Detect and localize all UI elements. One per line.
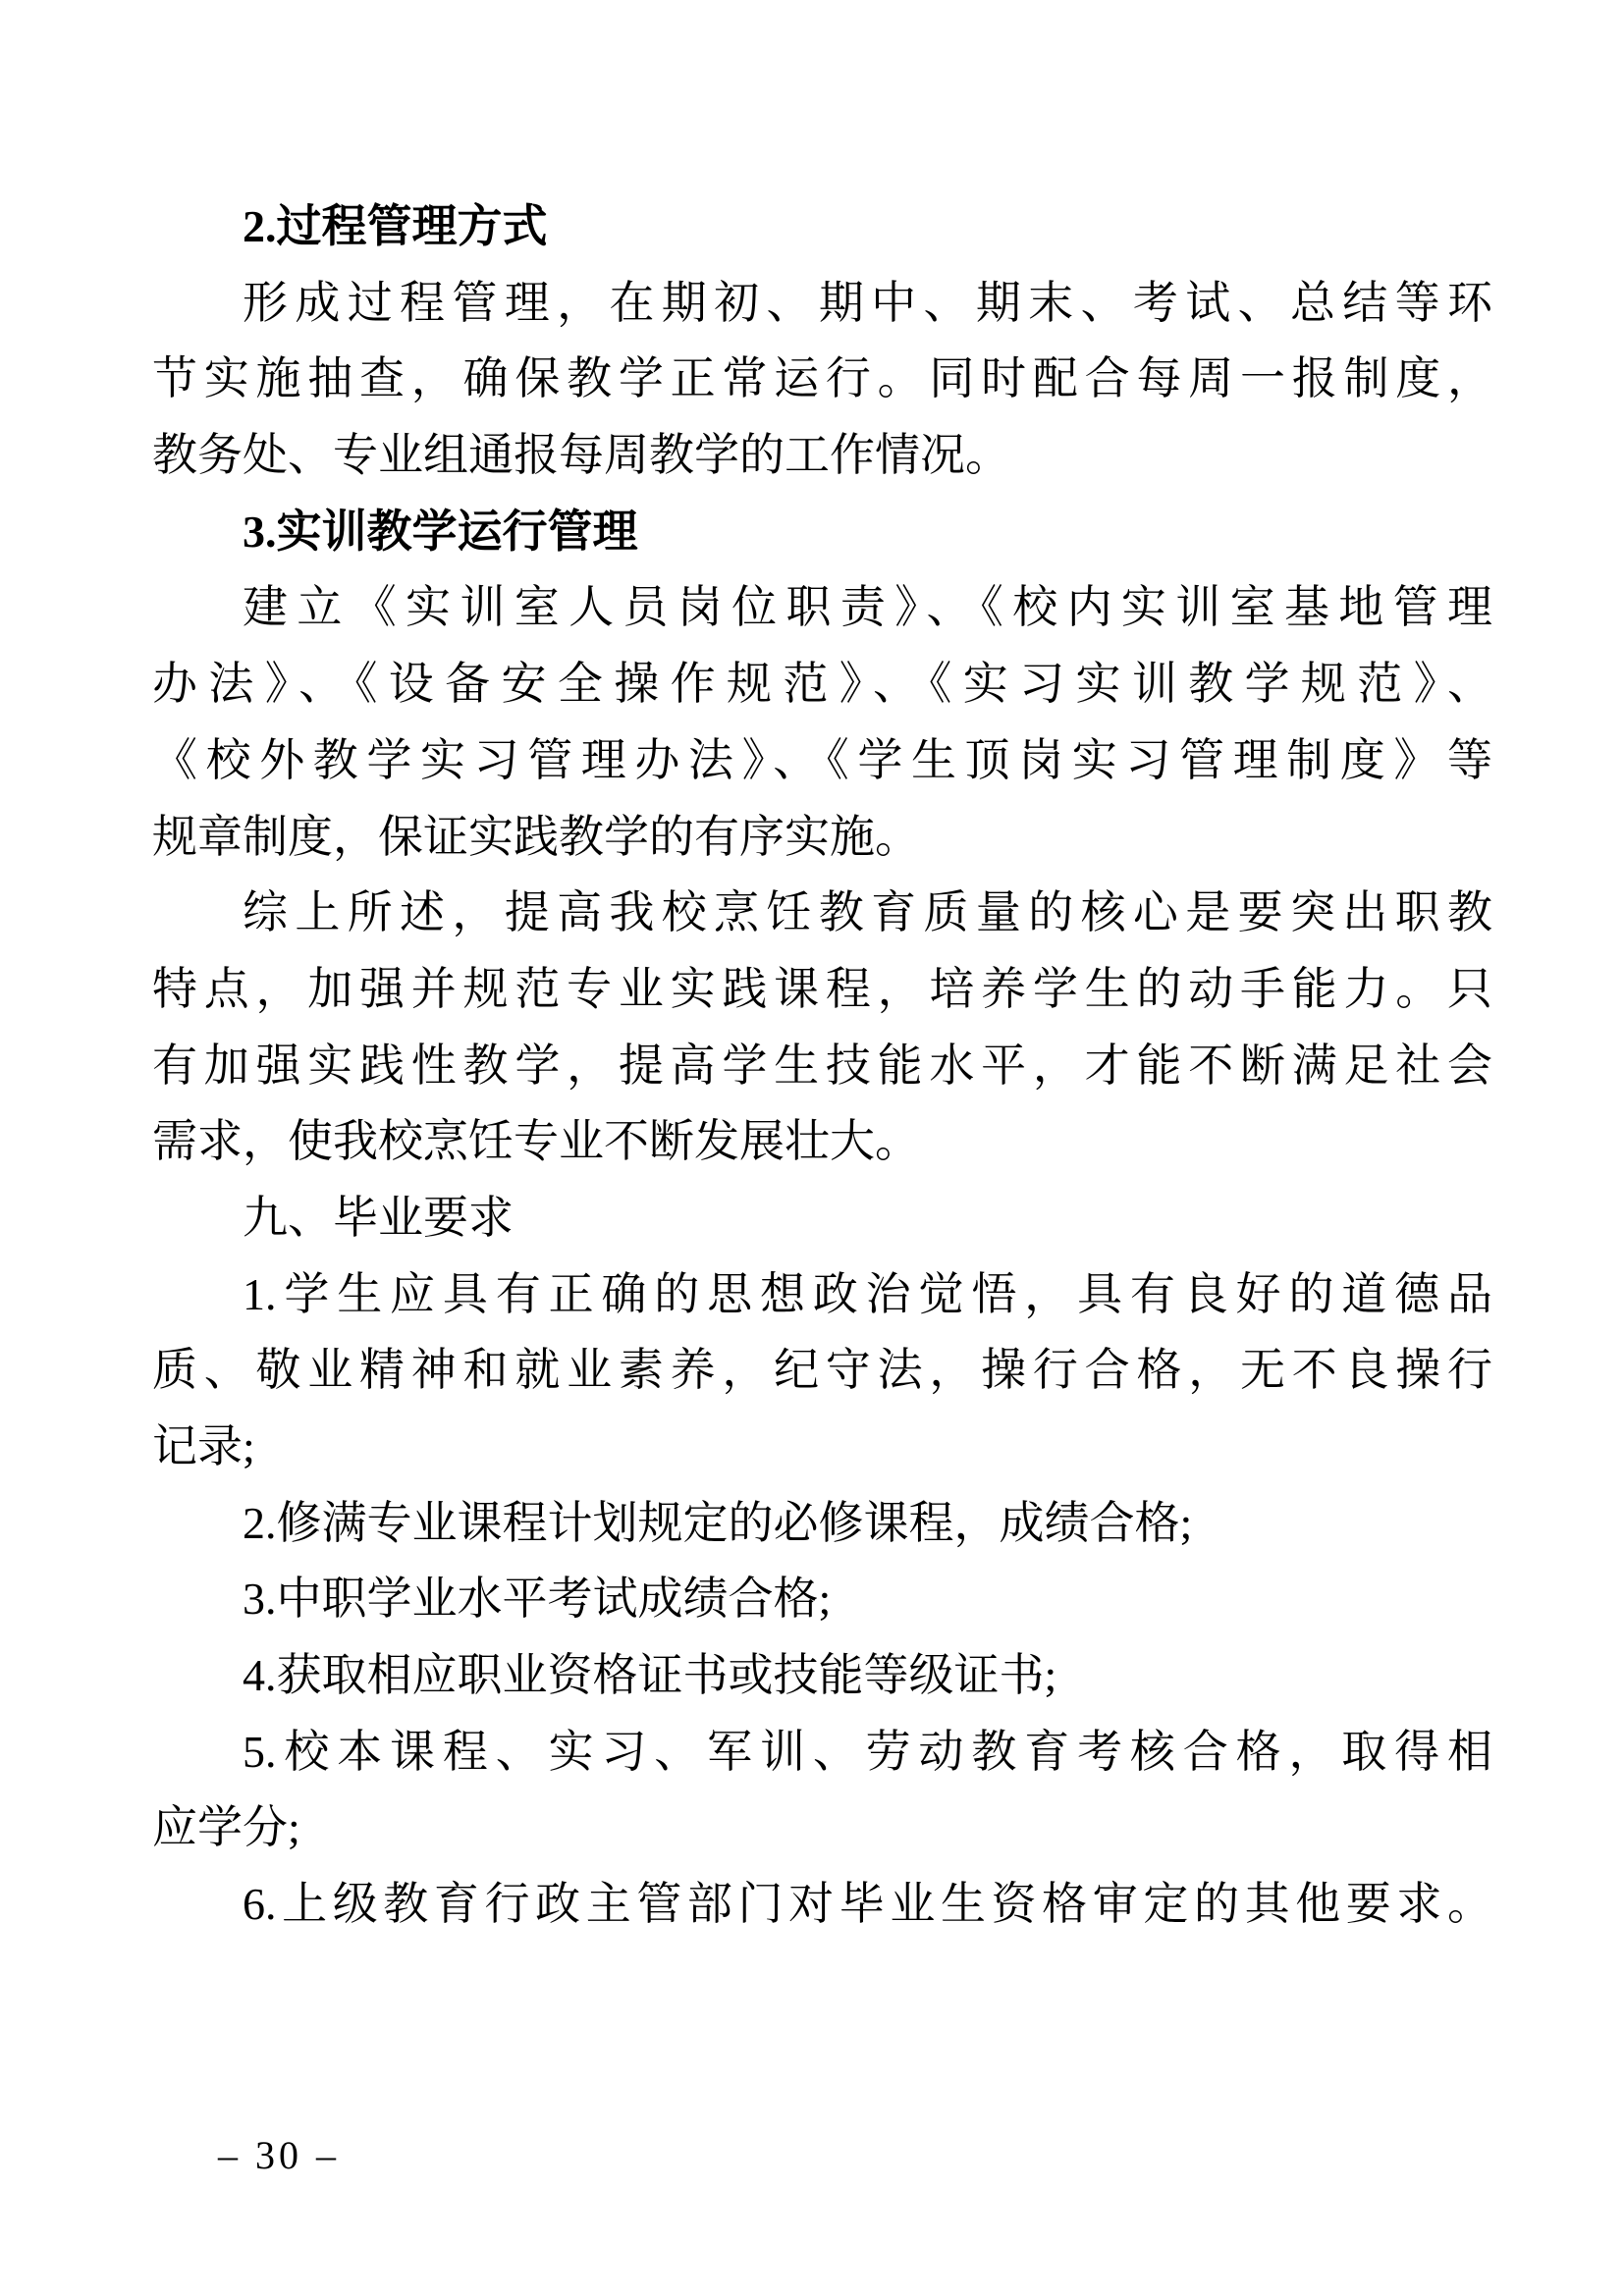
text-line: 特点，加强并规范专业实践课程，培养学生的动手能力。只 <box>152 963 1492 1014</box>
text-line: 规章制度，保证实践教学的有序实施。 <box>152 811 920 862</box>
text-line: 《校外教学实习管理办法》、《学生顶岗实习管理制度》等 <box>152 734 1492 785</box>
section-heading-9: 九、毕业要求 <box>243 1192 514 1243</box>
section-heading-3: 3.实训教学运行管理 <box>243 506 638 557</box>
text-line: 6.上级教育行政主管部门对毕业生资格审定的其他要求。 <box>243 1879 1492 1930</box>
text-line: 应学分; <box>152 1802 300 1853</box>
document-body <box>152 188 1492 1943</box>
text-line: 4.获取相应职业资格证书或技能等级证书; <box>243 1650 1057 1701</box>
text-line: 节实施抽查，确保教学正常运行。同时配合每周一报制度， <box>152 353 1492 404</box>
text-line: 综上所述，提高我校烹饪教育质量的核心是要突出职教 <box>243 887 1492 938</box>
text-line: 有加强实践性教学，提高学生技能水平，才能不断满足社会 <box>152 1040 1492 1091</box>
page-number: – 30 – <box>218 2133 340 2177</box>
text-line: 建立《实训室人员岗位职责》、《校内实训室基地管理 <box>243 582 1492 633</box>
text-line: 质、敬业精神和就业素养，纪守法，操行合格，无不良操行 <box>152 1345 1492 1396</box>
text-line: 教务处、专业组通报每周教学的工作情况。 <box>152 430 1010 481</box>
section-heading-2: 2.过程管理方式 <box>243 201 548 251</box>
text-line: 5.校本课程、实习、军训、劳动教育考核合格，取得相 <box>243 1726 1492 1777</box>
text-line: 1.学生应具有正确的思想政治觉悟，具有良好的道德品 <box>243 1268 1492 1319</box>
text-line: 办法》、《设备安全操作规范》、《实习实训教学规范》、 <box>152 659 1492 710</box>
text-line: 3.中职学业水平考试成绩合格; <box>243 1574 832 1625</box>
text-line: 形成过程管理，在期初、期中、期末、考试、总结等环 <box>243 277 1492 328</box>
text-line: 记录; <box>152 1421 255 1471</box>
text-line: 2.修满专业课程计划规定的必修课程，成绩合格; <box>243 1497 1193 1548</box>
text-line: 需求，使我校烹饪专业不断发展壮大。 <box>152 1116 920 1167</box>
